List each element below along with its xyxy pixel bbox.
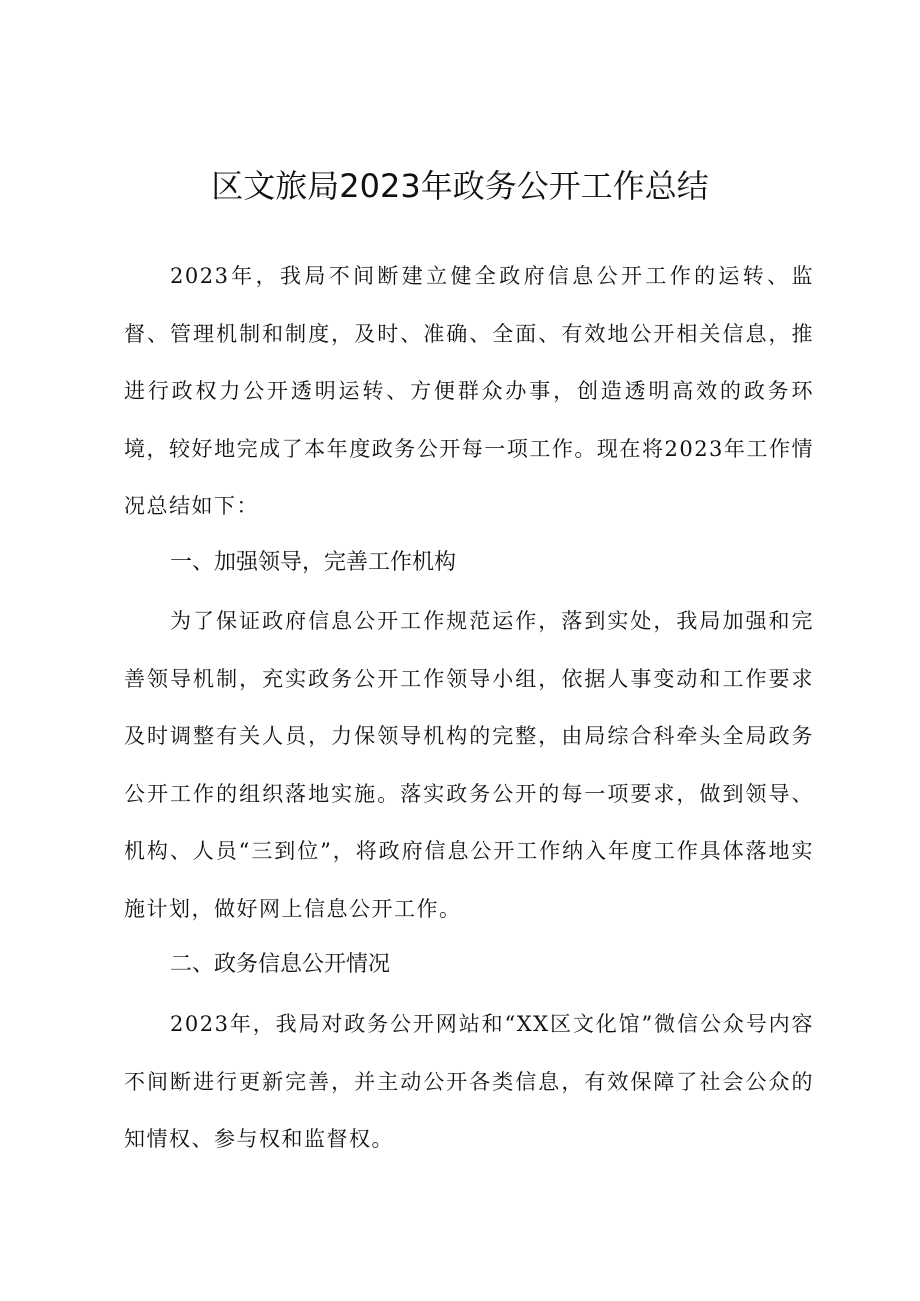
section-body-leadership: 为了保证政府信息公开工作规范运作，落到实处，我局加强和完善领导机制，充实政务公开工作领导小组，依据人事变动和工作要求及时调整有关人员，力保领导机构的完整，由局综合科牵头全局政务公开工作的组织落地实施。落实政务公开的每一项要求，做到领导、机构、人员“三到位”，将政府信息公开工作纳入年度工作具体落地实施计划，做好网上信息公开工作。 [124, 609, 814, 921]
intro-paragraph: 2023年，我局不间断建立健全政府信息公开工作的运转、监督、管理机制和制度，及时、准确、全面、有效地公开相关信息，推进行政权力公开透明运转、方便群众办事，创造透明高效的政务环境，较好地完成了本年度政务公开每一项工作。现在将2023年工作情况总结如下： [124, 264, 814, 518]
document-title: 区文旅局2023年政务公开工作总结 [211, 167, 709, 205]
section-body-disclosure: 2023年，我局对政务公开网站和“XX区文化馆”微信公众号内容不间断进行更新完善，并主动公开各类信息，有效保障了社会公众的知情权、参与权和监督权。 [124, 1012, 814, 1151]
section-heading-disclosure: 二、政务信息公开情况 [170, 952, 391, 977]
section-heading-leadership: 一、加强领导，完善工作机构 [170, 550, 457, 575]
